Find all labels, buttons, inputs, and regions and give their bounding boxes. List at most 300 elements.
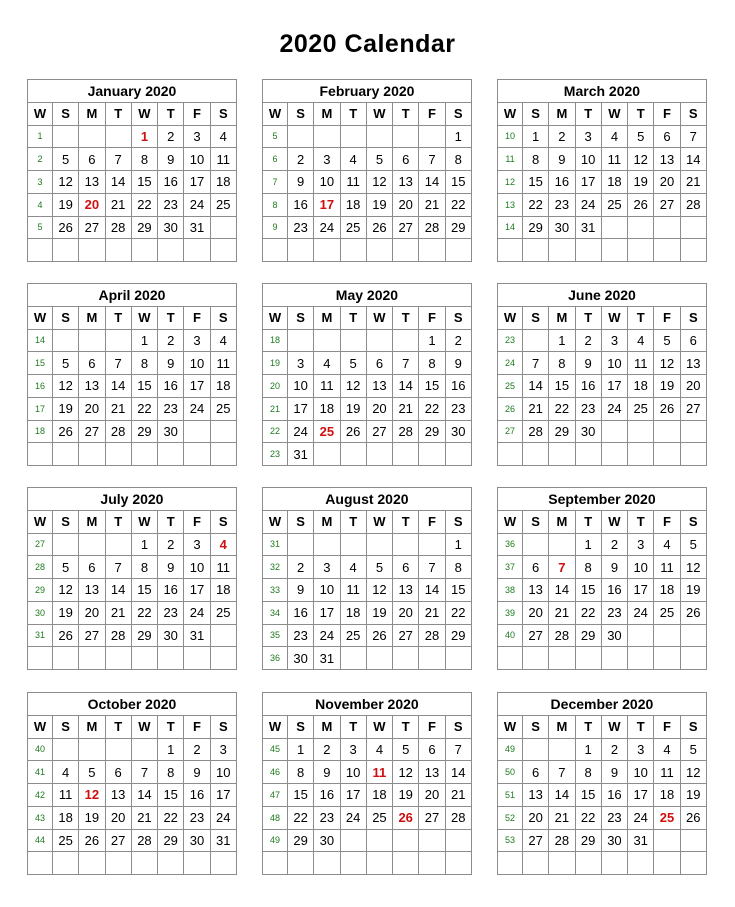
day-cell: 21 [105, 601, 131, 624]
day-cell: 8 [575, 556, 601, 579]
week-number: 6 [263, 148, 288, 171]
weekday-header: W [263, 102, 288, 125]
day-cell [340, 533, 366, 556]
day-cell [601, 420, 627, 443]
weekday-header: T [393, 306, 419, 329]
day-cell [53, 647, 79, 670]
day-cell: 18 [654, 579, 680, 602]
weekday-header: W [131, 306, 157, 329]
day-cell: 20 [393, 193, 419, 216]
weekday-header: S [680, 306, 706, 329]
week-number [498, 647, 523, 670]
day-cell [523, 647, 549, 670]
day-cell: 20 [419, 784, 445, 807]
day-cell: 22 [549, 397, 575, 420]
day-cell: 18 [366, 784, 392, 807]
day-cell [53, 329, 79, 352]
weekday-header: F [419, 306, 445, 329]
weekday-header: T [628, 715, 654, 738]
day-cell [366, 443, 392, 466]
day-cell: 25 [340, 624, 366, 647]
day-cell: 23 [288, 624, 314, 647]
day-cell [680, 420, 706, 443]
day-cell [288, 533, 314, 556]
week-row [28, 624, 237, 647]
day-cell: 25 [654, 601, 680, 624]
day-cell [158, 852, 184, 875]
day-cell [314, 239, 340, 262]
day-cell: 28 [105, 624, 131, 647]
day-cell [366, 829, 392, 852]
day-cell: 2 [158, 329, 184, 352]
day-cell: 5 [680, 738, 706, 761]
day-cell [654, 443, 680, 466]
week-number [498, 443, 523, 466]
day-cell: 7 [549, 556, 575, 579]
day-cell [314, 125, 340, 148]
day-cell [393, 443, 419, 466]
weekday-header: T [575, 715, 601, 738]
day-cell: 16 [288, 601, 314, 624]
day-cell: 10 [628, 556, 654, 579]
month-calendar [262, 283, 472, 466]
day-cell: 24 [314, 216, 340, 239]
day-cell [53, 125, 79, 148]
weekday-header: S [445, 715, 471, 738]
day-cell: 18 [654, 784, 680, 807]
day-cell [79, 239, 105, 262]
day-cell: 13 [680, 352, 706, 375]
month-title: May 2020 [263, 284, 472, 307]
day-cell: 10 [184, 352, 210, 375]
week-number: 22 [263, 420, 288, 443]
day-cell: 29 [523, 216, 549, 239]
week-row [263, 556, 472, 579]
week-number: 48 [263, 806, 288, 829]
day-cell [549, 533, 575, 556]
week-row [28, 443, 237, 466]
week-row [498, 829, 707, 852]
weekday-header: T [158, 102, 184, 125]
week-row [263, 329, 472, 352]
day-cell: 2 [575, 329, 601, 352]
weekday-header: W [263, 715, 288, 738]
day-cell: 3 [340, 738, 366, 761]
day-cell: 29 [419, 420, 445, 443]
day-cell: 22 [445, 193, 471, 216]
week-row [263, 806, 472, 829]
day-cell: 3 [184, 533, 210, 556]
week-number: 46 [263, 761, 288, 784]
day-cell [601, 443, 627, 466]
month-calendar [262, 692, 472, 875]
weekday-header: W [366, 510, 392, 533]
week-row [263, 216, 472, 239]
day-cell [628, 420, 654, 443]
day-cell: 8 [445, 556, 471, 579]
weekday-header: W [28, 306, 53, 329]
day-cell: 7 [445, 738, 471, 761]
weekday-header: T [105, 510, 131, 533]
day-cell [393, 239, 419, 262]
day-cell: 11 [210, 556, 236, 579]
day-cell: 18 [340, 601, 366, 624]
day-cell [549, 443, 575, 466]
day-cell [419, 125, 445, 148]
week-number: 42 [28, 784, 53, 807]
day-cell: 23 [549, 193, 575, 216]
week-number: 49 [498, 738, 523, 761]
day-cell [210, 624, 236, 647]
day-cell [105, 329, 131, 352]
day-cell [549, 738, 575, 761]
weekday-header: W [131, 102, 157, 125]
weekday-header: S [523, 715, 549, 738]
day-cell [366, 533, 392, 556]
weekday-header: T [105, 102, 131, 125]
day-cell: 17 [628, 784, 654, 807]
day-cell: 28 [549, 624, 575, 647]
weekday-header: W [601, 715, 627, 738]
day-cell: 12 [628, 148, 654, 171]
day-cell: 7 [523, 352, 549, 375]
day-cell [601, 239, 627, 262]
week-number: 43 [28, 806, 53, 829]
weekday-header: F [184, 510, 210, 533]
day-cell: 15 [158, 784, 184, 807]
week-row [28, 375, 237, 398]
weekday-header: T [158, 715, 184, 738]
day-cell: 19 [628, 171, 654, 194]
weekday-header: S [53, 715, 79, 738]
day-cell: 14 [105, 171, 131, 194]
day-cell [366, 329, 392, 352]
day-cell [575, 647, 601, 670]
page-title: 2020 Calendar [279, 30, 456, 58]
day-cell [549, 647, 575, 670]
day-cell: 18 [53, 806, 79, 829]
week-row [263, 148, 472, 171]
day-cell: 9 [601, 761, 627, 784]
weekday-header: W [366, 715, 392, 738]
day-cell: 16 [445, 375, 471, 398]
day-cell: 20 [523, 806, 549, 829]
day-cell: 7 [105, 556, 131, 579]
week-number: 45 [263, 738, 288, 761]
week-row [498, 443, 707, 466]
week-number: 9 [263, 216, 288, 239]
day-cell [419, 239, 445, 262]
day-cell: 21 [131, 806, 157, 829]
day-cell: 7 [419, 148, 445, 171]
day-cell: 2 [288, 148, 314, 171]
day-cell: 3 [184, 329, 210, 352]
week-row [28, 193, 237, 216]
day-cell: 17 [575, 171, 601, 194]
day-cell: 18 [210, 171, 236, 194]
month-title: July 2020 [28, 488, 237, 511]
week-row [263, 125, 472, 148]
week-row [498, 329, 707, 352]
day-cell: 11 [340, 171, 366, 194]
weekday-header: T [158, 306, 184, 329]
week-number: 14 [498, 216, 523, 239]
day-cell: 25 [628, 397, 654, 420]
day-cell: 15 [575, 784, 601, 807]
week-row [498, 193, 707, 216]
week-number: 14 [28, 329, 53, 352]
day-cell [654, 239, 680, 262]
weekday-header: S [210, 510, 236, 533]
weekday-header: F [419, 510, 445, 533]
week-row [498, 556, 707, 579]
week-row [498, 579, 707, 602]
day-cell [680, 852, 706, 875]
day-cell: 25 [340, 216, 366, 239]
weekday-header: T [158, 510, 184, 533]
week-number: 24 [498, 352, 523, 375]
week-row [28, 601, 237, 624]
day-cell: 9 [288, 579, 314, 602]
day-cell [184, 852, 210, 875]
weekday-header: W [366, 306, 392, 329]
day-cell [393, 125, 419, 148]
week-number: 11 [498, 148, 523, 171]
weekday-header: S [53, 510, 79, 533]
day-cell: 1 [575, 738, 601, 761]
day-cell: 9 [158, 148, 184, 171]
month-calendar [262, 79, 472, 262]
day-cell [523, 239, 549, 262]
day-cell: 10 [184, 148, 210, 171]
day-cell: 14 [105, 579, 131, 602]
week-row [263, 443, 472, 466]
week-row [498, 352, 707, 375]
week-number: 20 [263, 375, 288, 398]
day-cell [105, 647, 131, 670]
weekday-header: S [288, 102, 314, 125]
day-cell: 29 [549, 420, 575, 443]
day-cell: 10 [314, 171, 340, 194]
day-cell: 1 [523, 125, 549, 148]
day-cell: 16 [575, 375, 601, 398]
weekday-header: T [628, 510, 654, 533]
weekday-header: F [654, 510, 680, 533]
day-cell: 27 [680, 397, 706, 420]
month-title: August 2020 [263, 488, 472, 511]
day-cell: 20 [79, 193, 105, 216]
month-title: December 2020 [498, 693, 707, 716]
day-cell [654, 420, 680, 443]
day-cell [654, 624, 680, 647]
day-cell: 25 [601, 193, 627, 216]
day-cell: 31 [184, 624, 210, 647]
week-number: 38 [498, 579, 523, 602]
day-cell: 3 [575, 125, 601, 148]
week-number [498, 239, 523, 262]
day-cell: 6 [523, 761, 549, 784]
day-cell: 4 [340, 556, 366, 579]
day-cell [288, 125, 314, 148]
day-cell [680, 647, 706, 670]
day-cell: 11 [654, 556, 680, 579]
weekday-header: W [131, 715, 157, 738]
day-cell: 22 [445, 601, 471, 624]
weekday-header: S [523, 510, 549, 533]
day-cell: 26 [366, 216, 392, 239]
day-cell: 17 [288, 397, 314, 420]
weekday-header: T [575, 306, 601, 329]
day-cell: 3 [601, 329, 627, 352]
day-cell: 22 [131, 193, 157, 216]
weekday-header: S [210, 306, 236, 329]
day-cell: 20 [79, 601, 105, 624]
day-cell: 14 [131, 784, 157, 807]
day-cell: 15 [575, 579, 601, 602]
day-cell: 24 [628, 601, 654, 624]
day-cell: 4 [340, 148, 366, 171]
day-cell: 8 [549, 352, 575, 375]
day-cell: 30 [575, 420, 601, 443]
day-cell: 3 [314, 148, 340, 171]
day-cell: 6 [366, 352, 392, 375]
day-cell: 17 [314, 193, 340, 216]
week-number: 5 [263, 125, 288, 148]
day-cell: 6 [680, 329, 706, 352]
day-cell: 20 [393, 601, 419, 624]
day-cell: 28 [680, 193, 706, 216]
day-cell: 11 [314, 375, 340, 398]
day-cell: 14 [549, 579, 575, 602]
week-number: 44 [28, 829, 53, 852]
day-cell: 8 [419, 352, 445, 375]
day-cell: 19 [79, 806, 105, 829]
day-cell: 3 [314, 556, 340, 579]
day-cell: 16 [158, 375, 184, 398]
day-cell [288, 329, 314, 352]
day-cell [654, 829, 680, 852]
day-cell: 2 [549, 125, 575, 148]
day-cell: 18 [314, 397, 340, 420]
weekday-header: M [79, 715, 105, 738]
day-cell [628, 216, 654, 239]
weekday-header: W [498, 306, 523, 329]
week-row [28, 239, 237, 262]
weekday-header: T [340, 510, 366, 533]
day-cell: 16 [158, 171, 184, 194]
day-cell: 4 [314, 352, 340, 375]
day-cell [131, 239, 157, 262]
day-cell: 7 [419, 556, 445, 579]
day-cell: 17 [184, 171, 210, 194]
week-number: 8 [263, 193, 288, 216]
weekday-header: S [445, 306, 471, 329]
day-cell: 5 [393, 738, 419, 761]
day-cell: 18 [601, 171, 627, 194]
day-cell: 10 [314, 579, 340, 602]
day-cell: 12 [393, 761, 419, 784]
day-cell [628, 443, 654, 466]
month-calendar [262, 487, 472, 670]
day-cell: 19 [680, 784, 706, 807]
day-cell: 24 [601, 397, 627, 420]
day-cell: 14 [445, 761, 471, 784]
day-cell: 1 [445, 533, 471, 556]
day-cell: 10 [340, 761, 366, 784]
day-cell [419, 829, 445, 852]
day-cell: 3 [628, 738, 654, 761]
weekday-header: M [79, 306, 105, 329]
week-row [28, 761, 237, 784]
day-cell: 20 [79, 397, 105, 420]
week-row [263, 761, 472, 784]
day-cell: 8 [445, 148, 471, 171]
day-cell: 23 [601, 806, 627, 829]
week-row [263, 397, 472, 420]
day-cell: 9 [158, 352, 184, 375]
weekday-header: M [314, 102, 340, 125]
day-cell: 4 [53, 761, 79, 784]
day-cell: 4 [210, 533, 236, 556]
weekday-header: M [79, 102, 105, 125]
weekday-header: S [680, 102, 706, 125]
day-cell: 26 [680, 601, 706, 624]
weekday-header: M [549, 306, 575, 329]
day-cell: 10 [288, 375, 314, 398]
week-number: 29 [28, 579, 53, 602]
day-cell: 21 [445, 784, 471, 807]
week-row [263, 852, 472, 875]
weekday-header: T [393, 715, 419, 738]
day-cell: 11 [340, 579, 366, 602]
day-cell: 20 [366, 397, 392, 420]
week-number: 17 [28, 397, 53, 420]
day-cell [680, 624, 706, 647]
month-calendar [27, 487, 237, 670]
day-cell: 5 [680, 533, 706, 556]
weekday-header: S [680, 510, 706, 533]
day-cell [105, 533, 131, 556]
day-cell: 9 [314, 761, 340, 784]
day-cell: 28 [445, 806, 471, 829]
day-cell: 10 [210, 761, 236, 784]
day-cell [628, 239, 654, 262]
week-number: 32 [263, 556, 288, 579]
day-cell: 19 [366, 601, 392, 624]
day-cell: 21 [549, 601, 575, 624]
week-number: 49 [263, 829, 288, 852]
day-cell: 24 [184, 397, 210, 420]
day-cell: 12 [53, 375, 79, 398]
day-cell: 28 [105, 216, 131, 239]
day-cell [393, 329, 419, 352]
day-cell [340, 852, 366, 875]
week-number: 51 [498, 784, 523, 807]
day-cell [445, 647, 471, 670]
weekday-header: W [28, 510, 53, 533]
day-cell [393, 647, 419, 670]
day-cell: 15 [288, 784, 314, 807]
week-row [28, 784, 237, 807]
weekday-header: F [654, 306, 680, 329]
day-cell: 25 [654, 806, 680, 829]
week-row [28, 829, 237, 852]
day-cell: 20 [105, 806, 131, 829]
day-cell [158, 239, 184, 262]
day-cell [654, 216, 680, 239]
day-cell: 4 [210, 125, 236, 148]
day-cell: 4 [654, 533, 680, 556]
